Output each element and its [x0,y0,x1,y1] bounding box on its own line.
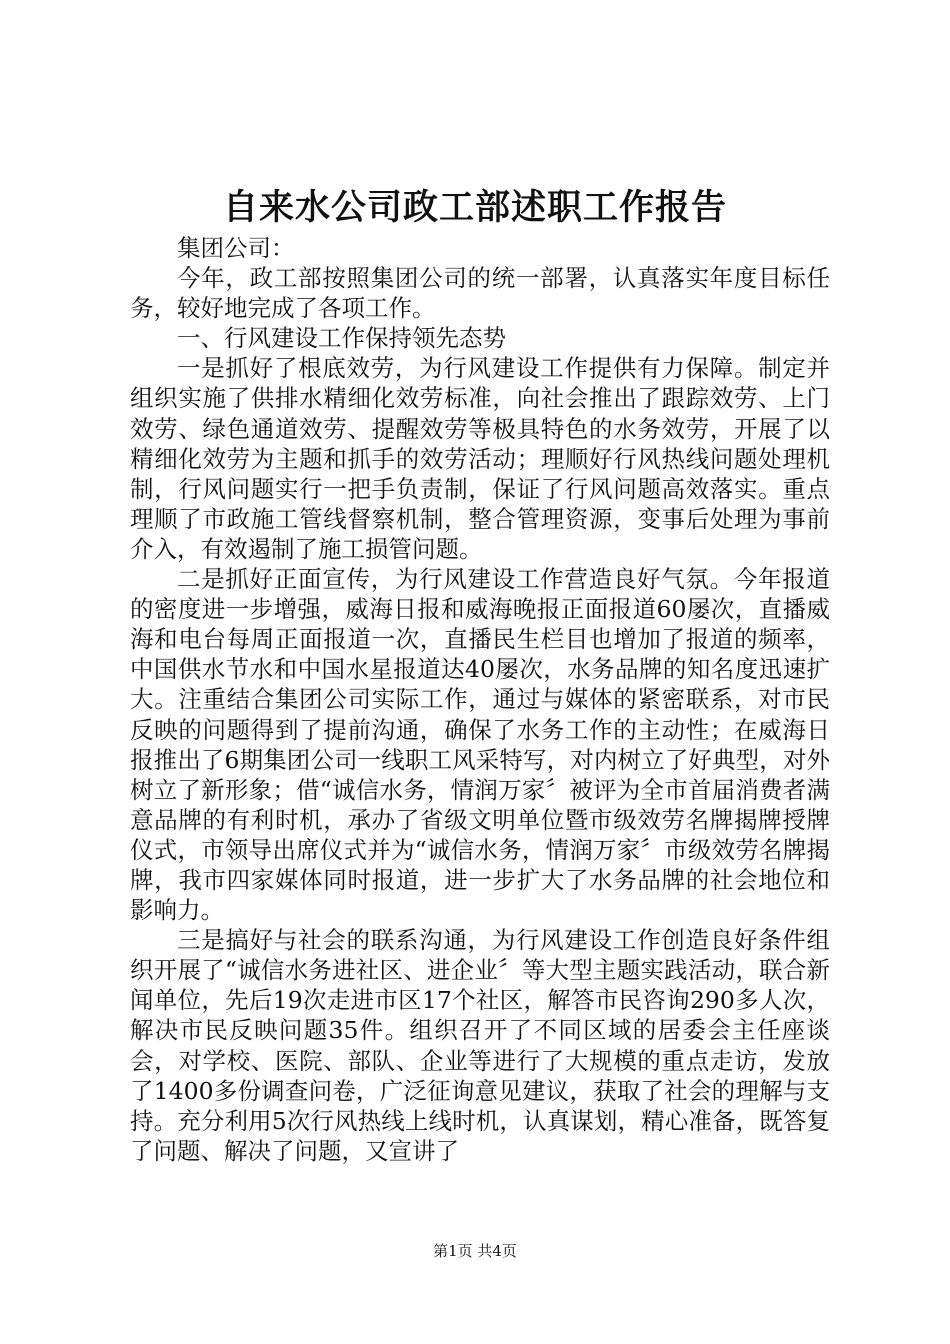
salutation-paragraph: 集团公司： [177,234,295,262]
page-number-footer: 第1页 共4页 [433,1242,517,1260]
document-title: 自来水公司政工部述职工作报告 [222,187,727,228]
section-heading: 一、行风建设工作保持领先态势 [177,324,506,353]
body-paragraph: 二是抓好正面宣传，为行风建设工作营造良好气氛。今年报道的密度进一步增强，威海日报和威海晚报正面报道60屡次，直播威海和电台每周正面报道一次，直播民生栏目也增加了报道的频率，中国供水节水和中国水星报道达40屡次，水务品牌的知名度迅速扩大。注重结合集团公司实际工作，通过与媒体的紧密联系，对市民反映的问题得到了提前沟通，确保了水务工作的主动性；在威海日报推出了6期集团公司一线职工风采特写，对内树立了好典型，对外树立了新形象；借“诚信水务，情润万家〞被评为全市首届消费者满意品牌的有利时机，承办了省级文明单位暨市级效劳名牌揭牌授牌仪式，市领导出席仪式并为“诚信水务，情润万家〞市级效劳名牌揭牌，我市四家媒体同时报道，进一步扩大了水务品牌的社会地位和影响力。 [130,565,830,925]
body-paragraph: 一是抓好了根底效劳，为行风建设工作提供有力保障。制定并组织实施了供排水精细化效劳标准，向社会推出了跟踪效劳、上门效劳、绿色通道效劳、提醒效劳等极具特色的水务效劳，开展了以精细化效劳为主题和抓手的效劳活动；理顺好行风热线问题处理机制，行风问题实行一把手负责制，保证了行风问题高效落实。重点理顺了市政施工管线督察机制，整合管理资源，变事后处理为事前介入，有效遏制了施工损管问题。 [130,354,830,563]
body-paragraph: 三是搞好与社会的联系沟通，为行风建设工作创造良好条件组织开展了“诚信水务进社区、进企业〞等大型主题实践活动，联合新闻单位，先后19次走进市区17个社区，解答市民咨询290多人次，解决市民反映问题35件。组织召开了不同区域的居委会主任座谈会，对学校、医院、部队、企业等进行了大规模的重点走访，发放了1400多份调查问卷，广泛征询意见建议，获取了社会的理解与支持。充分利用5次行风热线上线时机，认真谋划，精心准备，既答复了问题、解决了问题，又宣讲了 [130,926,830,1165]
intro-paragraph: 今年，政工部按照集团公司的统一部署，认真落实年度目标任务，较好地完成了各项工作。 [130,264,830,323]
document-body [130,233,830,1166]
